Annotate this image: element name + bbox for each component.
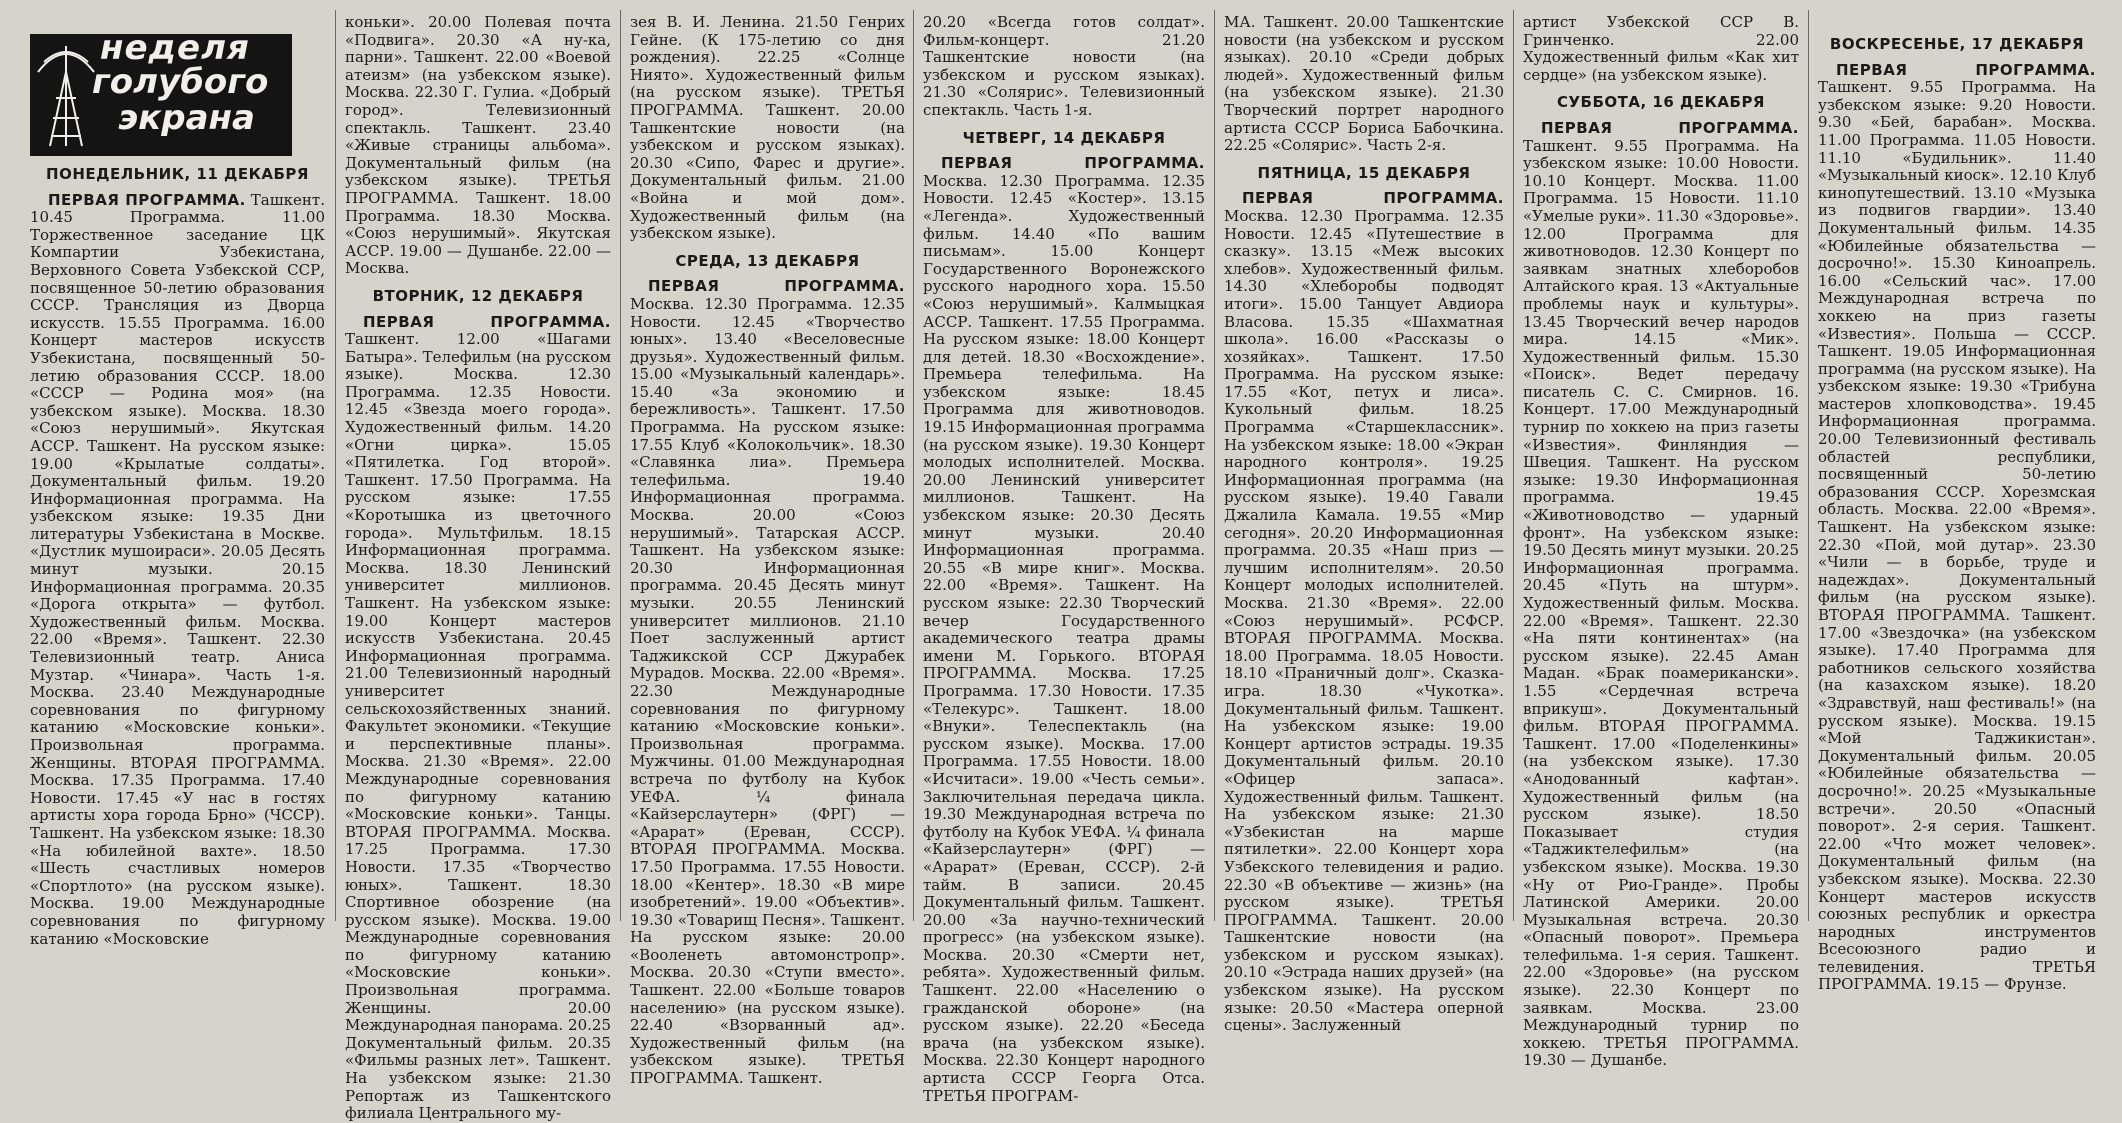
column-monday: [30, 4, 325, 948]
program-text: коньки». 20.00 Полевая почта «Подвига». 20.30 «А ну-ка, парни». Ташкент. 22.00 «Воевой атеизм» (на узбекском языке). Москва. 22.30 Г. Гулиа. «Добрый город». Телевизионный спектакль. Ташкент. 23.40 «Живые страницы альбома». Документальный фильм (на узбекском языке). ТРЕТЬЯ ПРОГРАММА. Ташкент. 18.00 Программа. 18.30 Москва. «Союз нерушимый». Якутская АССР. 19.00 — Душанбе. 22.00 — Москва.: [345, 13, 611, 278]
program-text: артист Узбекской ССР В. Гринченко. 22.00 Художественный фильм «Как хит сердце» (на узбекском языке).: [1523, 13, 1799, 84]
program-listing: [1818, 62, 2096, 994]
column-saturday: [1523, 13, 1799, 1070]
program-listing: [1224, 190, 1504, 1035]
program-listing: [923, 155, 1205, 1105]
tv-tower-icon: [36, 42, 96, 150]
program-text: зея В. И. Ленина. 21.50 Генрих Гейне. (К 175-летию со дня рождения). 22.25 «Солнце Ниято». Художественный фильм (на русском языке). ТРЕТЬЯ ПРОГРАММА. Ташкент. 20.00 Ташкентские новости (на узбекском и русском языках). 20.30 «Сипо, Фарес и другие». Документальный фильм. 21.00 «Война и мой дом». Художественный фильм (на узбекском языке).: [630, 13, 905, 243]
program-title: ПЕРВАЯ ПРОГРАММА.: [1836, 60, 2096, 79]
program-listing: [30, 192, 325, 949]
program-title: ПЕРВАЯ ПРОГРАММА.: [363, 312, 611, 331]
column-divider: [335, 10, 336, 921]
column-divider: [1808, 10, 1809, 921]
column-divider: [913, 10, 914, 921]
program-title: ПЕРВАЯ ПРОГРАММА.: [48, 190, 246, 209]
program-listing: [345, 314, 611, 1123]
program-title: ПЕРВАЯ ПРОГРАММА.: [941, 154, 1205, 173]
column-wednesday: [630, 13, 905, 1088]
column-divider: [1513, 10, 1514, 921]
column-friday: [1224, 13, 1504, 1035]
program-text: 20.20 «Всегда готов солдат». Фильм-концерт. 21.20 Ташкентские новости (на узбекском и русском языках). 21.30 «Солярис». Телевизионный спектакль. Часть 1-я.: [923, 13, 1205, 119]
day-heading-friday: ПЯТНИЦА, 15 ДЕКАБРЯ: [1257, 163, 1471, 182]
column-divider: [1214, 10, 1215, 921]
program-text: Москва. 12.30 Программа. 12.35 Новости. 12.45 «Творчество юных». 13.40 «Веселовесные друзья». Художественный фильм. 15.00 «Музыкальный календарь». 15.40 «За экономию и бережливость». Ташкент. 17.50 Программа. На русском языке: 17.55 Клуб «Колокольчик». 18.30 «Славянка лиа». Премьера телефильма. 19.40 Информационная программа. Москва. 20.00 «Союз нерушимый». Татарская АССР. Ташкент. На узбекском языке: 20.30 Информационная программа. 20.45 Десять минут музыки. 20.55 Ленинский университет миллионов. 21.10 Поет заслуженный артист Таджикской ССР Джурабек Мурадов. Москва. 22.00 «Время». 22.30 Международные соревнования по фигурному катанию «Московские коньки». Произвольная программа. Мужчины. 01.00 Международная встреча по футболу на Кубок УЕФА. ¼ финала «Кайзерслаутерн» (ФРГ) — «Арарат» (Ереван, СССР). ВТОРАЯ ПРОГРАММА. Москва. 17.50 Программа. 17.55 Новости. 18.00 «Кентер». 18.30 «В мире изобретений». 19.00 «Объектив». 19.30 «Товарищ Песня». Ташкент. На русском языке: 20.00 «Вооленеть автомонстропр». Москва. 20.30 «Ступи вместо». Ташкент. 22.00 «Больше товаров населению» (на русском языке). 22.40 «Взорванный ад». Художественный фильм (на узбекском языке). ТРЕТЬЯ ПРОГРАММА. Ташкент.: [630, 294, 905, 1088]
day-heading-wednesday: СРЕДА, 13 ДЕКАБРЯ: [675, 251, 860, 270]
column-tuesday: [345, 13, 611, 1123]
program-text: МА. Ташкент. 20.00 Ташкентские новости (на узбекском и русском языках). 20.10 «Среди добрых людей». Художественный фильм (на узбекском языке). 21.30 Творческий портрет народного артиста СССР Бориса Бабочкина. 22.25 «Солярис». Часть 2-я.: [1224, 13, 1504, 155]
logo-line-1: неделя: [100, 28, 250, 68]
program-text: Ташкент. 10.45 Программа. 11.00 Торжественное заседание ЦК Компартии Узбекистана, Верховного Совета Узбекской ССР, посвященное 50-летию образования СССР. Трансляция из Дворца искусств. 15.55 Программа. 16.00 Концерт мастеров искусств Узбекистана, посвященный 50-летию образования СССР. 18.00 «СССР — Родина моя» (на узбекском языке). Москва. 18.30 «Союз нерушимый». Якутская АССР. Ташкент. На русском языке: 19.00 «Крылатые солдаты». Документальный фильм. 19.20 Информационная программа. На узбекском языке: 19.35 Дни литературы Узбекистана в Москве. «Дустлик мушоираси». 20.05 Десять минут музыки. 20.15 Информационная программа. 20.35 «Дорога открыта» — футбол. Художественный фильм. Москва. 22.00 «Время». Ташкент. 22.30 Телевизионный театр. Аниса Музтар. «Чинара». Часть 1-я. Москва. 23.40 Международные соревнования по фигурному катанию «Московские коньки». Произвольная программа. Женщины. ВТОРАЯ ПРОГРАММА. Москва. 17.35 Программа. 17.40 Новости. 17.45 «У нас в гостях артисты хора города Брно» (ЧССР). Ташкент. На узбекском языке: 18.30 «На юбилейной вахте». 18.50 «Шесть счастливых номеров «Спортлото» (на русском языке). Москва. 19.00 Международные соревнования по фигурному катанию «Московские: [30, 190, 325, 948]
logo-line-3: экрана: [118, 98, 255, 138]
program-text: Ташкент. 9.55 Программа. На узбекском языке: 9.20 Новости. 9.30 «Бей, барабан». Москва. 11.00 Программа. 11.05 Новости. 11.10 «Будильник». 11.40 «Музыкальный киоск». 12.10 Клуб кинопутешествий. 13.10 «Музыка из подвигов гвардии». 13.40 Документальный фильм. 14.35 «Юбилейные обязательства — досрочно!». 15.30 Киноапрель. 16.00 «Сельский час». 17.00 Международная встреча по хоккею на приз газеты «Известия». Польша — СССР. Ташкент. 19.05 Информационная программа (на русском языке). На узбекском языке: 19.30 «Трибуна мастеров хлопководства». 19.45 Информационная программа. 20.00 Телевизионный фестиваль областей республики, посвященный 50-летию образования СССР. Хорезмская область. Москва. 22.00 «Время». Ташкент. На узбекском языке: 22.30 «Пой, мой дутар». 23.30 «Чили — в борьбе, труде и надеждах». Документальный фильм (на русском языке). ВТОРАЯ ПРОГРАММА. Ташкент. 17.00 «Звездочка» (на узбекском языке). 17.40 Программа для работников сельского хозяйства (на казахском языке). 18.20 «Здравствуй, наш фестиваль!» (на русском языке). Москва. 19.15 «Мой Таджикистан». Документальный фильм. 20.05 «Юбилейные обязательства — досрочно!». 20.25 «Музыкальные встречи». 20.50 «Опасный поворот». 2-я серия. Ташкент. 22.00 «Что может человек». Документальный фильм (на узбекском языке). Москва. 22.30 Концерт мастеров искусств союзных республик и оркестра народных инструментов Всесоюзного радио и телевидения. ТРЕТЬЯ ПРОГРАММА. 19.15 — Фрунзе.: [1818, 78, 2096, 994]
program-title: ПЕРВАЯ ПРОГРАММА.: [1242, 189, 1504, 208]
program-text: Ташкент. 12.00 «Шагами Батыра». Телефильм (на русском языке). Москва. 12.30 Программа. 12.35 Новости. 12.45 «Звезда моего города». Художественный фильм. 14.20 «Огни цирка». 15.05 «Пятилетка. Год второй». Ташкент. 17.50 Программа. На русском языке: 17.55 «Коротышка из цветочного города». Мультфильм. 18.15 Информационная программа. Москва. 18.30 Ленинский университет миллионов. Ташкент. На узбекском языке: 19.00 Концерт мастеров искусств Узбекистана. 20.45 Информационная программа. 21.00 Телевизионный народный университет сельскохозяйственных знаний. Факультет экономики. «Текущие и перспективные планы». Москва. 21.30 «Время». 22.00 Международные соревнования по фигурному катанию «Московские коньки». Танцы. ВТОРАЯ ПРОГРАММА. Москва. 17.25 Программа. 17.30 Новости. 17.35 «Творчество юных». Ташкент. 18.30 Спортивное обозрение (на русском языке). Москва. 19.00 Международные соревнования по фигурному катанию «Московские коньки». Произвольная программа. Женщины. 20.00 Международная панорама. 20.25 Документальный фильм. 20.35 «Фильмы разных лет». Ташкент. На узбекском языке: 21.30 Репортаж из Ташкентского филиала Центрального му-: [345, 330, 611, 1123]
day-heading-thursday: ЧЕТВЕРГ, 14 ДЕКАБРЯ: [962, 128, 1166, 147]
logo-nedelya-golubogo-ekrana: [30, 28, 292, 156]
program-text: Москва. 12.30 Программа. 12.35 Новости. 12.45 «Костер». 13.15 «Легенда». Художественный фильм. 14.40 «По вашим письмам». 15.00 Концерт Государственного Воронежского русского народного хора. 15.50 «Союз нерушимый». Калмыцкая АССР. Ташкент. 17.55 Программа. На русском языке: 18.00 Концерт для детей. 18.30 «Восхождение». Премьера телефильма. На узбекском языке: 18.45 Программа для животноводов. 19.15 Информационная программа (на русском языке). 19.30 Концерт молодых исполнителей. Москва. 20.00 Ленинский университет миллионов. Ташкент. На узбекском языке: 20.30 Десять минут музыки. 20.40 Информационная программа. 20.55 «В мире книг». Москва. 22.00 «Время». Ташкент. На русском языке: 22.30 Творческий вечер Государственного академического театра драмы имени М. Горького. ВТОРАЯ ПРОГРАММА. Москва. 17.25 Программа. 17.30 Новости. 17.35 «Телекурс». Ташкент. 18.00 «Внуки». Телеспектакль (на русском языке). Москва. 17.00 Программа. 17.55 Новости. 18.00 «Исчитаси». 19.00 «Честь семьи». Заключительная передача цикла. 19.30 Международная встреча по футболу на Кубок УЕФА. ¼ финала «Кайзерслаутерн» (ФРГ) — «Арарат» (Ереван, СССР). 2-й тайм. В записи. 20.45 Документальный фильм. Ташкент. 20.00 «За научно-технический прогресс» (на узбекском языке). Москва. 20.30 «Смерти нет, ребята». Художественный фильм. Ташкент. 22.00 «Населению о гражданской обороне» (на русском языке). 22.20 «Беседа врача (на узбекском языке). Москва. 22.30 Концерт народного артиста СССР Георга Отса. ТРЕТЬЯ ПРОГРАМ-: [923, 171, 1205, 1105]
day-heading-monday: ПОНЕДЕЛЬНИК, 11 ДЕКАБРЯ: [46, 165, 309, 183]
program-listing: [1523, 120, 1799, 1070]
column-sunday: [1818, 14, 2096, 994]
day-heading-saturday: СУББОТА, 16 ДЕКАБРЯ: [1556, 93, 1765, 112]
column-divider: [620, 10, 621, 921]
program-text: Ташкент. 9.55 Программа. На узбекском языке: 10.00 Новости. 10.10 Концерт. Москва. 11.00 Программа. 15 Новости. 11.10 «Умелые руки». 11.30 «Здоровье». 12.00 Программа для животноводов. 12.30 Концерт по заявкам знатных хлеборобов Алтайского края. 13 «Актуальные проблемы наук и культуры». 13.45 Творческий вечер народов мира. 14.15 «Мик». Художественный фильм. 15.30 «Поиск». Ведет передачу писатель С. С. Смирнов. 16. Концерт. 17.00 Международный турнир по хоккею на приз газеты «Известия». Финляндия — Швеция. Ташкент. На русском языке: 19.30 Информационная программа. 19.45 «Животноводство — ударный фронт». На узбекском языке: 19.50 Десять минут музыки. 20.25 Информационная программа. 20.45 «Путь на штурм». Художественный фильм. Москва. 22.00 «Время». Ташкент. 22.30 «На пяти континентах» (на русском языке). 22.45 Аман Мадан. «Брак поамерикански». 1.55 «Сердечная встреча вприкуш». Документальный фильм. ВТОРАЯ ПРОГРАММА. Ташкент. 17.00 «Поделенкины» (на узбекском языке). 17.30 «Анодованный кафтан». Художественный фильм (на русском языке). 18.50 Показывает студия «Таджиктелефильм» (на узбекском языке). Москва. 19.30 «Ну от Рио-Гранде». Пробы Латинской Америки. 20.00 Музыкальная встреча. 20.30 «Опасный поворот». Премьера телефильма. 1-я серия. Ташкент. 22.00 «Здоровье» (на русском языке). 22.30 Концерт по заявкам. Москва. 23.00 Международный турнир по хоккею. ТРЕТЬЯ ПРОГРАММА. 19.30 — Душанбе.: [1523, 136, 1799, 1070]
logo-line-2: голубого: [92, 62, 269, 102]
day-heading-tuesday: ВТОРНИК, 12 ДЕКАБРЯ: [372, 286, 584, 305]
program-text: Москва. 12.30 Программа. 12.35 Новости. 12.45 «Путешествие в сказку». 13.15 «Меж высоких хлебов». Художественный фильм. 14.30 «Хлеборобы подводят итоги». 15.00 Танцует Авдиора Власова. 15.35 «Шахматная школа». 16.00 «Рассказы о хозяйках». Ташкент. 17.50 Программа. На русском языке: 17.55 «Кот, петух и лиса». Кукольный фильм. 18.25 Программа «Старшеклассник». На узбекском языке: 18.00 «Экран народного контроля». 19.25 Информационная программа (на русском языке). 19.40 Гавали Джалила Камала. 19.55 «Мир сегодня». 20.20 Информационная программа. 20.35 «Наш приз — лучшим исполнителям». 20.50 Концерт молодых исполнителей. Москва. 21.30 «Время». 22.00 «Союз нерушимый». РСФСР. ВТОРАЯ ПРОГРАММА. Москва. 18.00 Программа. 18.05 Новости. 18.10 «Праничный долг». Сказка-игра. 18.30 «Чукотка». Документальный фильм. Ташкент. На узбекском языке: 19.00 Концерт артистов эстрады. 19.35 Документальный фильм. 20.10 «Офицер запаса». Художественный фильм. Ташкент. На узбекском языке: 21.30 «Узбекистан на марше пятилетки». 22.00 Концерт хора Узбекского телевидения и радио. 22.30 «В объективе — жизнь» (на русском языке). ТРЕТЬЯ ПРОГРАММА. Ташкент. 20.00 Ташкентские новости (на узбекском и русском языках). 20.10 «Эстрада наших друзей» (на узбекском языке). На русском языке: 20.50 «Мастера оперной сцены». Заслуженный: [1224, 206, 1504, 1035]
day-heading-sunday: ВОСКРЕСЕНЬЕ, 17 ДЕКАБРЯ: [1829, 35, 2085, 53]
column-thursday: [923, 13, 1205, 1105]
program-title: ПЕРВАЯ ПРОГРАММА.: [648, 277, 905, 296]
program-listing: [630, 278, 905, 1087]
program-title: ПЕРВАЯ ПРОГРАММА.: [1541, 118, 1799, 137]
